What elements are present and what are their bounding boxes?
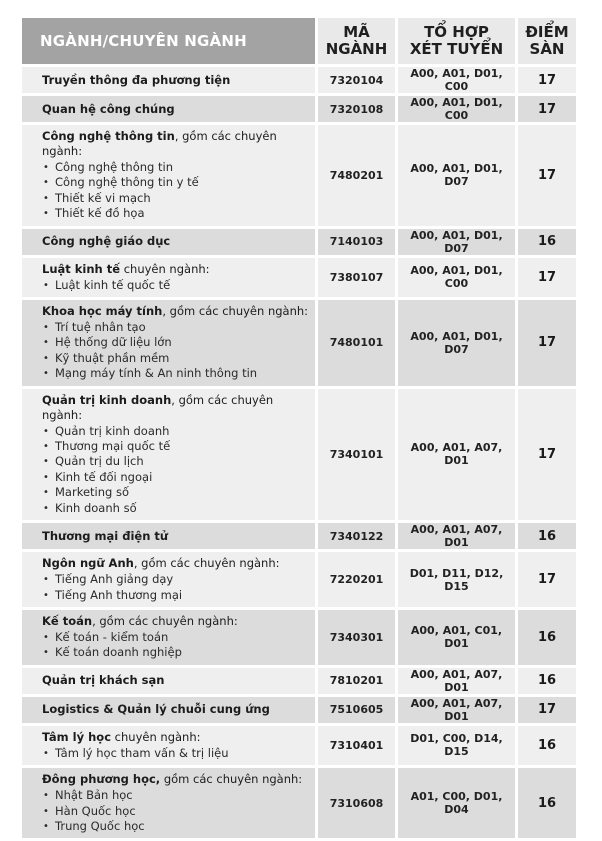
major-cell: [22, 125, 315, 226]
major-name: Kế toán: [42, 613, 93, 628]
admissions-table: [19, 15, 579, 841]
major-name: Quản trị khách sạn: [42, 673, 165, 688]
specialization-list: [42, 746, 309, 761]
specialization-item: • Tiếng Anh thương mại: [42, 588, 309, 603]
specialization-item: • Mạng máy tính & An ninh thông tin: [42, 366, 309, 381]
major-title: [42, 702, 309, 717]
major-code: 7510605: [318, 697, 395, 723]
specialization-item: • Trí tuệ nhân tạo: [42, 320, 309, 335]
minimum-score: 16: [518, 768, 576, 838]
minimum-score: 17: [518, 125, 576, 226]
major-title: [42, 102, 309, 117]
major-title: [42, 529, 309, 544]
table-row: [22, 389, 576, 520]
header-major: NGÀNH/CHUYÊN NGÀNH: [22, 18, 315, 64]
header-combo: [398, 18, 515, 64]
major-name: Công nghệ thông tin: [42, 129, 175, 143]
specialization-item: • Hàn Quốc học: [42, 804, 309, 819]
minimum-score: 16: [518, 523, 576, 549]
major-cell: [22, 768, 315, 838]
header-score-line2: SÀN: [529, 40, 565, 58]
major-code: 7140103: [318, 229, 395, 255]
major-cell: [22, 300, 315, 386]
minimum-score: 16: [518, 229, 576, 255]
major-title: [42, 234, 309, 249]
specialization-item: • Hệ thống dữ liệu lớn: [42, 335, 309, 350]
specialization-item: • Kinh tế đối ngoại: [42, 470, 309, 485]
subject-combination: A00, A01, D01, C00: [398, 96, 515, 122]
major-suffix: gồm các chuyên ngành:: [160, 772, 303, 787]
table-row: [22, 668, 576, 694]
specialization-item: • Công nghệ thông tin y tế: [42, 175, 309, 190]
minimum-score: 16: [518, 668, 576, 694]
subject-combination: A00, A01, A07, D01: [398, 523, 515, 549]
major-name: Quan hệ công chúng: [42, 101, 175, 116]
table-row: [22, 610, 576, 665]
specialization-item: • Kinh doanh số: [42, 501, 309, 516]
major-code: 7810201: [318, 668, 395, 694]
major-name: Luật kinh tế: [42, 261, 121, 276]
specialization-list: [42, 424, 309, 516]
major-code: 7480201: [318, 125, 395, 226]
major-name: Khoa học máy tính: [42, 304, 163, 319]
specialization-item: • Tâm lý học tham vấn & trị liệu: [42, 746, 309, 761]
major-title: [42, 262, 309, 277]
minimum-score: 17: [518, 96, 576, 122]
minimum-score: 17: [518, 300, 576, 386]
major-title: [42, 556, 309, 571]
major-cell: [22, 389, 315, 520]
subject-combination: A01, C00, D01, D04: [398, 768, 515, 838]
specialization-item: • Kỹ thuật phần mềm: [42, 351, 309, 366]
major-code: 7320104: [318, 67, 395, 93]
specialization-item: • Công nghệ thông tin: [42, 160, 309, 175]
subject-combination: A00, A01, D01, C00: [398, 67, 515, 93]
subject-combination: A00, A01, A07, D01: [398, 697, 515, 723]
major-suffix: , gồm các chuyên ngành:: [162, 304, 309, 319]
major-name: Tâm lý học: [42, 729, 112, 744]
major-name: Đông phương học,: [42, 772, 161, 787]
table-row: [22, 523, 576, 549]
major-cell: [22, 726, 315, 765]
specialization-list: [42, 630, 309, 661]
header-score-line1: ĐIỂM: [525, 23, 569, 41]
major-name: Công nghệ giáo dục: [42, 234, 171, 249]
table-header-row: [22, 18, 576, 64]
table-row: [22, 697, 576, 723]
table-row: [22, 67, 576, 93]
minimum-score: 17: [518, 697, 576, 723]
table-row: [22, 300, 576, 386]
header-score: [518, 18, 576, 64]
major-cell: [22, 258, 315, 297]
major-cell: [22, 697, 315, 723]
minimum-score: 17: [518, 67, 576, 93]
table-row: [22, 258, 576, 297]
table-row: [22, 125, 576, 226]
major-title: [42, 393, 309, 423]
table-row: [22, 552, 576, 607]
major-title: [42, 772, 309, 787]
specialization-item: • Marketing số: [42, 485, 309, 500]
major-name: Logistics & Quản lý chuỗi cung ứng: [42, 702, 270, 717]
major-suffix: chuyên ngành:: [111, 729, 201, 744]
major-title: [42, 673, 309, 688]
subject-combination: A00, A01, C01, D01: [398, 610, 515, 665]
major-code: 7340101: [318, 389, 395, 520]
header-code-line1: MÃ: [343, 23, 370, 41]
specialization-list: [42, 160, 309, 222]
subject-combination: A00, A01, D01, D07: [398, 300, 515, 386]
major-title: [42, 614, 309, 629]
specialization-item: • Luật kinh tế quốc tế: [42, 278, 309, 293]
header-combo-line1: TỔ HỢP: [424, 23, 489, 41]
table-body: [22, 67, 576, 838]
major-name: Quản trị kinh doanh: [42, 392, 172, 407]
major-code: 7340301: [318, 610, 395, 665]
major-cell: [22, 552, 315, 607]
major-cell: [22, 523, 315, 549]
subject-combination: D01, D11, D12, D15: [398, 552, 515, 607]
major-suffix: chuyên ngành:: [120, 261, 210, 276]
subject-combination: D01, C00, D14, D15: [398, 726, 515, 765]
specialization-item: • Nhật Bản học: [42, 788, 309, 803]
major-suffix: , gồm các chuyên ngành:: [42, 129, 277, 158]
major-code: 7480101: [318, 300, 395, 386]
major-suffix: , gồm các chuyên ngành:: [92, 613, 238, 628]
minimum-score: 16: [518, 726, 576, 765]
specialization-item: • Thiết kế đồ họa: [42, 206, 309, 221]
specialization-list: [42, 788, 309, 834]
specialization-list: [42, 320, 309, 382]
major-code: 7340122: [318, 523, 395, 549]
table-row: [22, 229, 576, 255]
major-cell: [22, 668, 315, 694]
major-code: 7380107: [318, 258, 395, 297]
major-title: [42, 129, 309, 159]
specialization-item: • Thiết kế vi mạch: [42, 191, 309, 206]
subject-combination: A00, A01, A07, D01: [398, 389, 515, 520]
table-row: [22, 96, 576, 122]
minimum-score: 17: [518, 552, 576, 607]
subject-combination: A00, A01, D01, D07: [398, 125, 515, 226]
major-title: [42, 730, 309, 745]
header-combo-line2: XÉT TUYỂN: [409, 40, 504, 58]
major-name: Truyền thông đa phương tiện: [42, 72, 231, 87]
subject-combination: A00, A01, A07, D01: [398, 668, 515, 694]
specialization-item: • Quản trị du lịch: [42, 454, 309, 469]
header-code: [318, 18, 395, 64]
major-cell: [22, 610, 315, 665]
specialization-item: • Quản trị kinh doanh: [42, 424, 309, 439]
major-name: Thương mại điện tử: [42, 528, 169, 543]
major-cell: [22, 67, 315, 93]
major-code: 7320108: [318, 96, 395, 122]
specialization-list: [42, 278, 309, 293]
major-code: 7310608: [318, 768, 395, 838]
specialization-item: • Kế toán doanh nghiệp: [42, 645, 309, 660]
major-title: [42, 73, 309, 88]
subject-combination: A00, A01, D01, C00: [398, 258, 515, 297]
major-cell: [22, 96, 315, 122]
table-row: [22, 768, 576, 838]
specialization-item: • Trung Quốc học: [42, 819, 309, 834]
specialization-item: • Kế toán - kiểm toán: [42, 630, 309, 645]
specialization-item: • Tiếng Anh giảng dạy: [42, 572, 309, 587]
minimum-score: 17: [518, 389, 576, 520]
major-suffix: , gồm các chuyên ngành:: [42, 392, 274, 422]
subject-combination: A00, A01, D01, D07: [398, 229, 515, 255]
major-cell: [22, 229, 315, 255]
major-name: Ngôn ngữ Anh: [42, 556, 134, 571]
minimum-score: 17: [518, 258, 576, 297]
major-code: 7310401: [318, 726, 395, 765]
minimum-score: 16: [518, 610, 576, 665]
specialization-item: • Thương mại quốc tế: [42, 439, 309, 454]
major-title: [42, 304, 309, 319]
major-suffix: , gồm các chuyên ngành:: [133, 556, 280, 571]
header-code-line2: NGÀNH: [325, 40, 388, 58]
major-code: 7220201: [318, 552, 395, 607]
specialization-list: [42, 572, 309, 603]
table-row: [22, 726, 576, 765]
